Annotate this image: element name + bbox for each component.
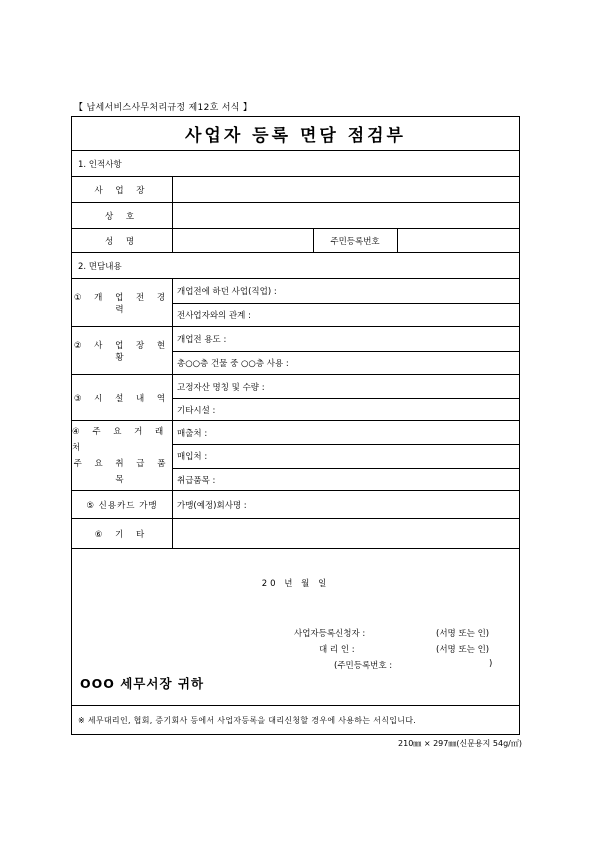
other-facilities-line: 기타시설 : <box>177 405 216 416</box>
facilities-row <box>72 375 519 421</box>
footnote: ※ 세무대리인, 협회, 증기회사 등에서 사업자등록을 대리신청할 경우에 사용하는 서식입니다. <box>78 716 417 725</box>
paper-spec-note: 210㎜ × 297㎜(신문용지 54g/㎡) <box>398 739 522 748</box>
resident-number-close: ) <box>489 659 493 669</box>
business-site-row <box>72 177 519 203</box>
resident-number-note: (주민등록번호 : <box>334 661 393 671</box>
trading-partners-label-line3: 목 <box>115 474 129 485</box>
trade-name-row <box>72 203 519 229</box>
floor-use-line: 총○○층 건물 중 ○○층 사용 : <box>177 359 289 369</box>
credit-card-row <box>72 491 519 519</box>
interview-checklist-form <box>71 116 520 735</box>
applicant-sign: (서명 또는 인) <box>436 629 490 639</box>
name-label: 성 명 <box>104 236 140 247</box>
applicant-label: 사업자등록신청자 : <box>294 629 366 639</box>
agent-sign: (서명 또는 인) <box>436 645 490 655</box>
prior-career-row <box>72 279 519 327</box>
prior-career-label: ① 개 업 전 경 력 <box>73 292 171 315</box>
other-label: ⑥ 기 타 <box>94 529 150 540</box>
purchase-partner-line: 매입처 : <box>177 452 208 462</box>
resident-number-label: 주민등록번호 <box>330 236 380 247</box>
trading-partners-label <box>72 421 172 490</box>
section2-heading-row <box>72 253 519 279</box>
prior-business-line: 개업전에 하던 사업(직업) : <box>177 287 277 297</box>
trading-partners-row <box>72 421 519 491</box>
form-number-note: 【 납세서비스사무처리규정 제12호 서식 】 <box>74 103 253 113</box>
card-company-line: 가맹(예정)회사명 : <box>177 501 247 511</box>
title-row <box>72 117 519 151</box>
site-status-row <box>72 327 519 375</box>
agent-label: 대 리 인 : <box>319 645 355 655</box>
addressee: OOO 세무서장 귀하 <box>80 676 205 691</box>
prior-use-line: 개업전 용도 : <box>177 335 227 345</box>
business-site-label: 사 업 장 <box>94 185 150 196</box>
facilities-label: ③ 시 설 내 역 <box>73 393 171 404</box>
trading-partners-label-line2: 주 요 취 급 품 <box>73 458 171 469</box>
name-row <box>72 229 519 253</box>
trade-name-label: 상 호 <box>104 211 140 222</box>
form-title: 사업자 등록 면담 점검부 <box>185 126 406 146</box>
date-line: 20 년 월 일 <box>261 579 330 589</box>
trading-partners-label-line1: ④ 주 요 거 래 처 <box>72 426 169 453</box>
credit-card-label: ⑤ 신용카드 가맹 <box>86 500 158 511</box>
other-row <box>72 519 519 549</box>
sales-partner-line: 매출처 : <box>177 428 208 439</box>
prior-relation-line: 전사업자와의 관계 : <box>177 311 251 321</box>
section2-heading: 2. 면담내용 <box>78 261 122 272</box>
section1-heading: 1. 인적사항 <box>78 159 122 170</box>
site-status-label: ② 사 업 장 현 황 <box>73 340 171 363</box>
items-handled-line: 취급품목 : <box>177 475 216 486</box>
fixed-assets-line: 고정자산 명칭 및 수량 : <box>177 382 265 393</box>
section1-heading-row <box>72 151 519 177</box>
